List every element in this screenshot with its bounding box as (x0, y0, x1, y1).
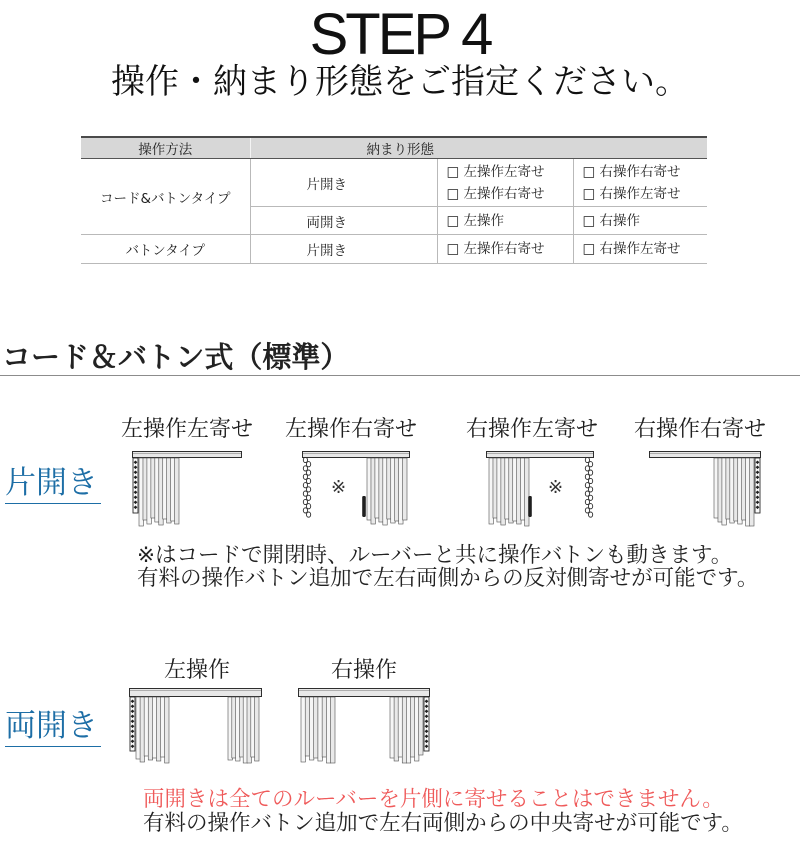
headrail (303, 452, 410, 458)
mount-style-cell: 両開き (250, 207, 437, 235)
louver (255, 697, 259, 761)
louver (309, 697, 313, 760)
option-item: □ 左操作右寄せ (446, 185, 545, 202)
louver (419, 697, 423, 755)
note-text: ※はコードで開閉時、ルーバーと共に操作バトンも動きます。 (137, 543, 733, 568)
step-title: STEP 4 (309, 2, 491, 67)
spec-table (81, 136, 707, 264)
louver (148, 697, 152, 760)
table-row (81, 159, 707, 207)
section-divider (0, 375, 800, 376)
option-item: □ 左操作 (446, 212, 505, 229)
right-operation-options (573, 159, 707, 207)
table-row (81, 235, 707, 264)
louver (161, 697, 165, 757)
double-open-label: 両開き (5, 706, 101, 747)
diagram-caption: 右操作 (330, 658, 397, 683)
blind-diagram-center-open-right-operation (298, 688, 430, 764)
louver (152, 697, 156, 758)
left-operation-options (437, 159, 573, 207)
section-title: コード＆バトン式（標準） (2, 340, 350, 374)
blind-diagram-left-operation-right-stack (302, 451, 410, 527)
diagram-caption: 左操作 (163, 658, 230, 683)
diagram-caption: 左操作右寄せ (284, 417, 417, 442)
option-item: □ 右操作左寄せ (582, 241, 681, 257)
operation-baton (362, 496, 366, 517)
louver (305, 697, 309, 756)
headrail (130, 689, 262, 697)
blind-diagram-right-operation-right-stack (649, 451, 761, 527)
louver (406, 697, 410, 763)
option-item: □ 左操作右寄せ (446, 241, 545, 257)
operation-baton (528, 496, 532, 517)
mount-style-cell: 片開き (250, 235, 437, 264)
headrail (650, 452, 761, 458)
louver (415, 697, 419, 761)
diagram-caption: 右操作右寄せ (633, 417, 766, 442)
headrail (299, 689, 430, 697)
instruction-text: 操作・納まり形態をご指定ください。 (111, 62, 689, 102)
blind-diagram-right-operation-left-stack (486, 451, 594, 527)
louver (398, 697, 402, 757)
louver (750, 458, 754, 526)
headrail (133, 452, 242, 458)
table-header-row (81, 137, 707, 159)
right-operation-options (573, 235, 707, 264)
louver (390, 697, 394, 758)
single-open-label: 片開き (5, 463, 101, 504)
note-text: 有料の操作バトン追加で左右両側からの中央寄せが可能です。 (143, 811, 743, 836)
diagram-caption: 右操作左寄せ (465, 417, 598, 442)
headrail (487, 452, 594, 458)
louver (140, 697, 144, 762)
louver (175, 458, 179, 524)
louver (394, 697, 398, 761)
operation-method-cell: バトンタイプ (81, 235, 250, 264)
operation-method-cell: コード&バトンタイプ (81, 159, 250, 235)
louver (402, 697, 406, 763)
note-mark: ※ (331, 477, 347, 498)
left-operation-options (437, 207, 573, 235)
option-item: □ 右操作左寄せ (582, 185, 681, 202)
diagram-caption: 左操作左寄せ (120, 417, 253, 442)
louver (301, 697, 305, 762)
option-item: □ 右操作 (582, 212, 641, 229)
header-mount-style: 納まり形態 (250, 137, 707, 159)
mount-style-cell: 片開き (250, 159, 437, 207)
right-operation-options (573, 207, 707, 235)
blind-diagram-left-operation-left-stack (132, 451, 242, 527)
louver (410, 697, 414, 757)
louver (144, 697, 148, 756)
option-item: □ 右操作右寄せ (582, 163, 681, 180)
note-text: 有料の操作バトン追加で左右両側からの反対側寄せが可能です。 (137, 566, 759, 591)
louver (136, 697, 140, 759)
left-operation-options (437, 235, 573, 264)
louver (165, 697, 169, 763)
note-mark: ※ (548, 477, 564, 498)
louver (318, 697, 322, 761)
louver (331, 697, 335, 763)
warning-text: 両開きは全てのルーバーを片側に寄せることはできません。 (143, 787, 724, 812)
blind-diagram-center-open-left-operation (129, 688, 262, 764)
operation-cord-link (307, 512, 311, 517)
louver (326, 697, 330, 763)
louver (403, 458, 407, 520)
operation-cord-link (589, 512, 593, 517)
louver (322, 697, 326, 757)
option-item: □ 左操作左寄せ (446, 163, 545, 180)
header-operation-method: 操作方法 (81, 137, 250, 159)
louver (156, 697, 160, 761)
louver (314, 697, 318, 758)
